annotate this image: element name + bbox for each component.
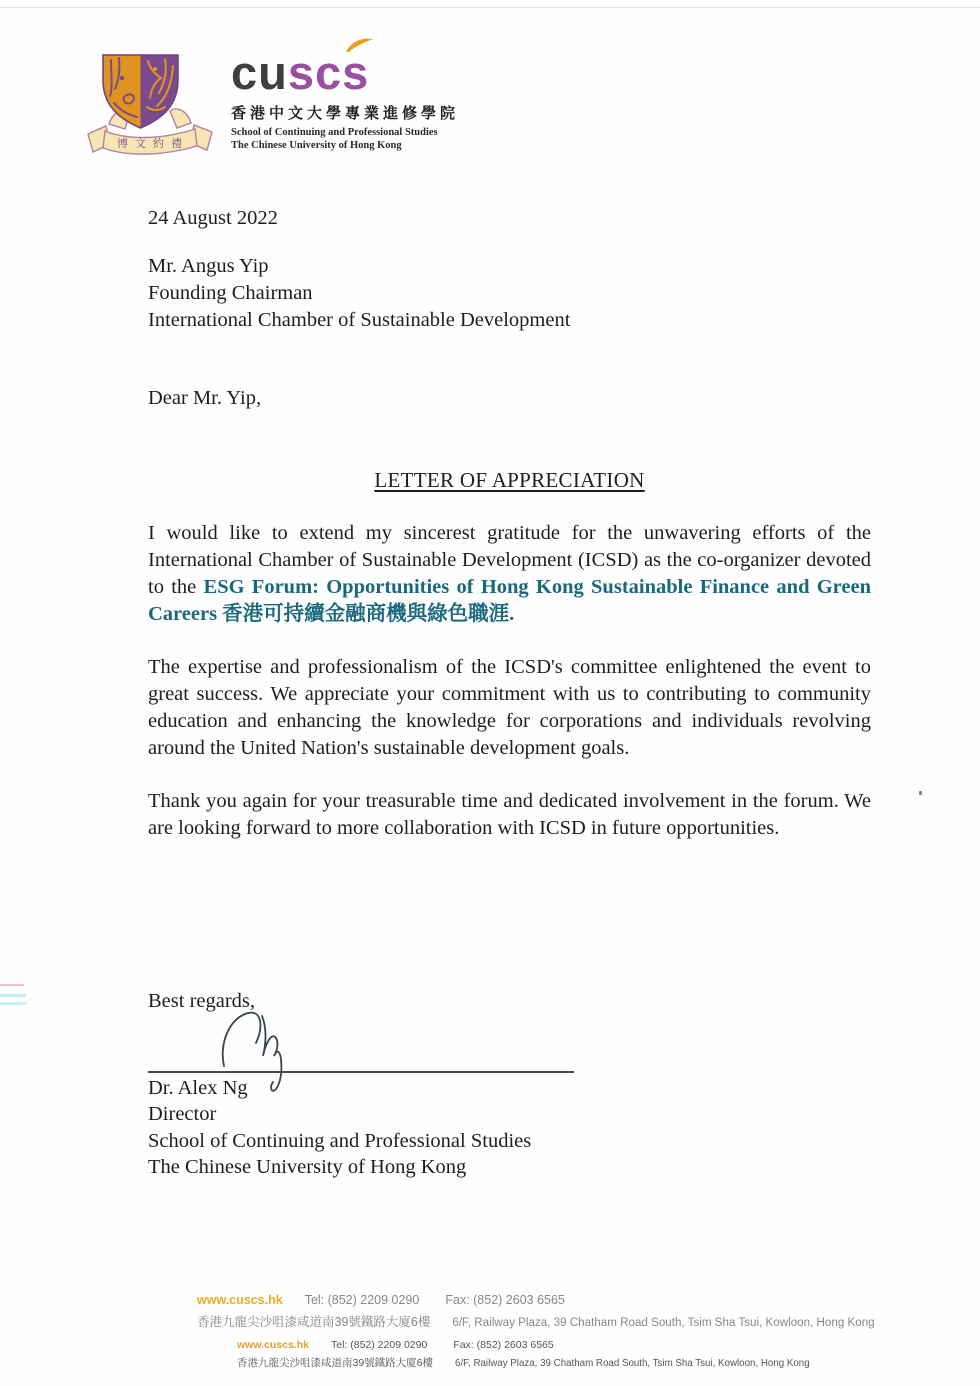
footer-fax: Fax: (852) 2603 6565 [445,1293,565,1307]
closing: Best regards, [148,989,256,1012]
recipient-name: Mr. Angus Yip [148,255,269,277]
footer-address-english: 6/F, Railway Plaza, 39 Chatham Road South, Tsim Sha Tsui, Kowloon, Hong Kong [452,1316,875,1329]
footer-tel: Tel: (852) 2209 0290 [330,1339,428,1351]
school-name-english: School of Continuing and Professional Studies [231,127,438,138]
scan-mark-cyan [0,994,26,997]
recipient-organization: International Chamber of Sustainable Development [148,309,571,331]
wordmark-scs: scs [288,46,369,99]
signer-university: The Chinese University of Hong Kong [148,1155,467,1178]
esg-forum-highlight: ESG Forum: Opportunities of Hong Kong Sustainable Finance and Green Careers 香港可持續金融商機與綠色職涯. [148,576,871,625]
cuscs-wordmark [231,48,369,98]
recipient-title: Founding Chairman [148,282,313,304]
letterhead-text-block [231,48,491,152]
wordmark-cu: cu [231,46,288,99]
salutation: Dear Mr. Yip, [148,387,262,409]
paragraph-3: Thank you again for your treasurable time and dedicated involvement in the forum. We are looking forward to more collaboration with ICSD in future opportunities. [148,790,871,839]
scan-mark-pink [0,984,24,986]
signer-name: Dr. Alex Ng [148,1077,248,1099]
footer-address-chinese: 香港九龍尖沙咀漆咸道南39號鐵路大廈6樓 [237,1357,434,1369]
scan-edge-line [0,7,980,8]
school-name-chinese: 香港中文大學專業進修學院 [231,106,460,122]
university-name-english: The Chinese University of Hong Kong [231,140,402,151]
paragraph-1: I would like to extend my sincerest gratitude for the unwavering efforts of the International Chamber of Sustainable Development (ICSD) as the co-organizer devoted to the ESG Forum: Opportunities of Hong Kong Sustainable Finance and Green Careers 香港可持續金融商機與綠色職涯. [148,522,871,625]
paragraph-2: The expertise and professionalism of the ICSD's committee enlightened the event to great success. We appreciate your commitment with us to contributing to community education and enhancing the knowledge for corporations and individuals revolving around the United Nation's sustainable development goals. [148,656,871,759]
footer-block-large [197,1293,875,1330]
signer-title: Director [148,1103,217,1126]
letter-heading: LETTER OF APPRECIATION [374,468,645,492]
letter-date: 24 August 2022 [148,207,278,229]
footer-tel: Tel: (852) 2209 0290 [304,1293,420,1307]
footer-address-chinese: 香港九龍尖沙咀漆咸道南39號鐵路大廈6樓 [197,1315,431,1329]
swoosh-icon [345,36,375,54]
scan-mark-cyan [0,1002,26,1005]
footer-address-english: 6/F, Railway Plaza, 39 Chatham Road South, Tsim Sha Tsui, Kowloon, Hong Kong [455,1358,810,1369]
footer-block-small [237,1339,810,1370]
footer-fax: Fax: (852) 2603 6565 [453,1339,554,1351]
signer-school: School of Continuing and Professional Studies [148,1129,532,1152]
footer-website: www.cuscs.hk [237,1339,309,1351]
recipient-block [148,253,871,334]
signature-line [148,1071,574,1073]
signer-block [148,1075,531,1180]
scan-speck [919,791,922,795]
cuhk-shield-logo [85,48,215,166]
letter-body [148,205,871,842]
shield-motto-text: 博文約禮 [117,138,189,150]
footer-website: www.cuscs.hk [197,1293,283,1307]
